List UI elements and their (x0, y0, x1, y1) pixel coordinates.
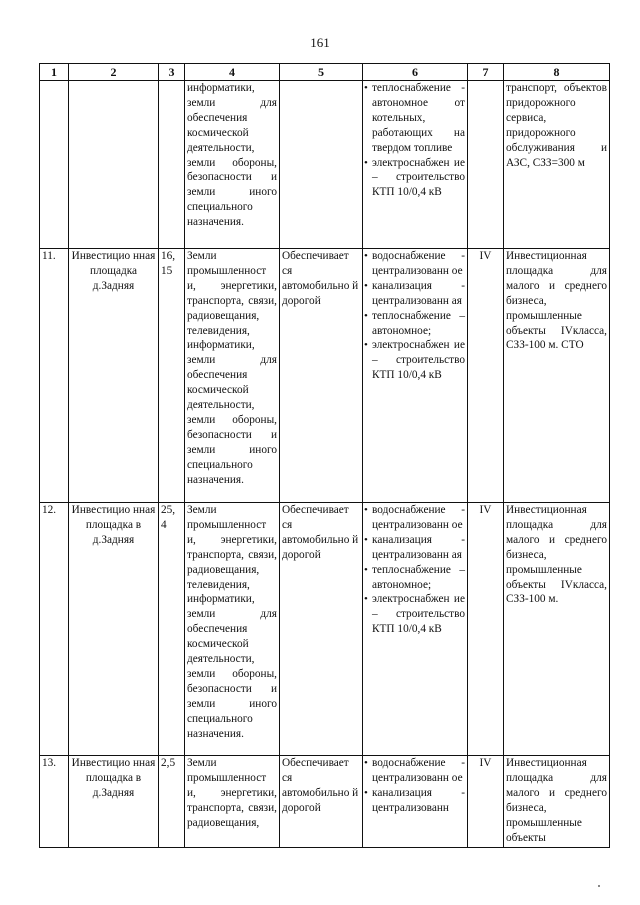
utilities-cell (363, 249, 468, 503)
hazard-class: IV (468, 756, 504, 848)
utility-item: • канализация - централизованн ая (365, 279, 465, 309)
table-row (40, 503, 610, 756)
header-row (40, 64, 610, 81)
site-name (69, 81, 159, 249)
row-number: 11. (40, 249, 69, 503)
utilities-cell (363, 503, 468, 756)
scan-speck (598, 885, 600, 887)
land-category: Земли промышленност и, энергетики, транспорта, связи, радиовещания, телевидения, информатики, земли для обеспечения космической деятельности, земли обороны, безопасности и земли иного специального назначения. (185, 249, 280, 503)
utility-item: • электроснабжен ие – строительство КТП 10/0,4 кВ (365, 592, 465, 637)
hazard-class: IV (468, 503, 504, 756)
header-col-5: 5 (280, 64, 363, 81)
row-number: 12. (40, 503, 69, 756)
site-name: Инвестицио нная площадка в д.Задняя (69, 756, 159, 848)
utilities-list (365, 81, 465, 200)
header-col-8: 8 (504, 64, 610, 81)
utility-item: • водоснабжение - централизованн ое (365, 249, 465, 279)
table-row (40, 81, 610, 249)
utility-item: • электроснабжен ие – строительство КТП 10/0,4 кВ (365, 156, 465, 201)
table-row (40, 249, 610, 503)
utility-item: • водоснабжение - централизованн ое (365, 503, 465, 533)
land-category: Земли промышленност и, энергетики, транспорта, связи, радиовещания, телевидения, информатики, земли для обеспечения космической деятельности, земли обороны, безопасности и земли иного специального назначения. (185, 503, 280, 756)
utilities-cell (363, 756, 468, 848)
utilities-cell (363, 81, 468, 249)
row-number (40, 81, 69, 249)
utility-item: • теплоснабжение - автономное от котельных, работающих на твердом топливе (365, 81, 465, 156)
header-col-6: 6 (363, 64, 468, 81)
table-row (40, 756, 610, 848)
site-description: Инвестиционная площадка для малого и среднего бизнеса, промышленные объекты (504, 756, 610, 848)
hazard-class (468, 81, 504, 249)
utility-item: • канализация - централизованн ая (365, 533, 465, 563)
site-description: Инвестиционная площадка для малого и среднего бизнеса, промышленные объекты IVкласса, СЗЗ-100 м. (504, 503, 610, 756)
site-area: 25, 4 (159, 503, 185, 756)
site-description: Инвестиционная площадка для малого и среднего бизнеса, промышленные объекты IVкласса, СЗЗ-100 м. СТО (504, 249, 610, 503)
utilities-list (365, 503, 465, 637)
road-access (280, 81, 363, 249)
site-description: транспорт, объектов придорожного сервиса, придорожного обслуживания и АЗС, СЗЗ=300 м (504, 81, 610, 249)
sites-table (39, 63, 610, 848)
land-category: информатики, земли для обеспечения космической деятельности, земли обороны, безопасности и земли иного специального назначения. (185, 81, 280, 249)
road-access: Обеспечивает ся автомобильно й дорогой (280, 249, 363, 503)
page-number: 161 (310, 35, 330, 50)
site-area: 2,5 (159, 756, 185, 848)
utility-item: • водоснабжение - централизованн ое (365, 756, 465, 786)
utility-item: • электроснабжен ие – строительство КТП 10/0,4 кВ (365, 338, 465, 383)
utility-item: • теплоснабжение – автономное; (365, 309, 465, 339)
header-col-3: 3 (159, 64, 185, 81)
header-col-2: 2 (69, 64, 159, 81)
utilities-list (365, 756, 465, 816)
row-number: 13. (40, 756, 69, 848)
utility-item: • теплоснабжение – автономное; (365, 563, 465, 593)
header-col-1: 1 (40, 64, 69, 81)
road-access: Обеспечивает ся автомобильно й дорогой (280, 756, 363, 848)
header-col-7: 7 (468, 64, 504, 81)
utility-item: • канализация - централизованн (365, 786, 465, 816)
road-access: Обеспечивает ся автомобильно й дорогой (280, 503, 363, 756)
header-col-4: 4 (185, 64, 280, 81)
site-area (159, 81, 185, 249)
site-name: Инвестицио нная площадка в д.Задняя (69, 503, 159, 756)
hazard-class: IV (468, 249, 504, 503)
site-area: 16, 15 (159, 249, 185, 503)
utilities-list (365, 249, 465, 383)
site-name: Инвестицио нная площадка д.Задняя (69, 249, 159, 503)
land-category: Земли промышленност и, энергетики, транспорта, связи, радиовещания, (185, 756, 280, 848)
